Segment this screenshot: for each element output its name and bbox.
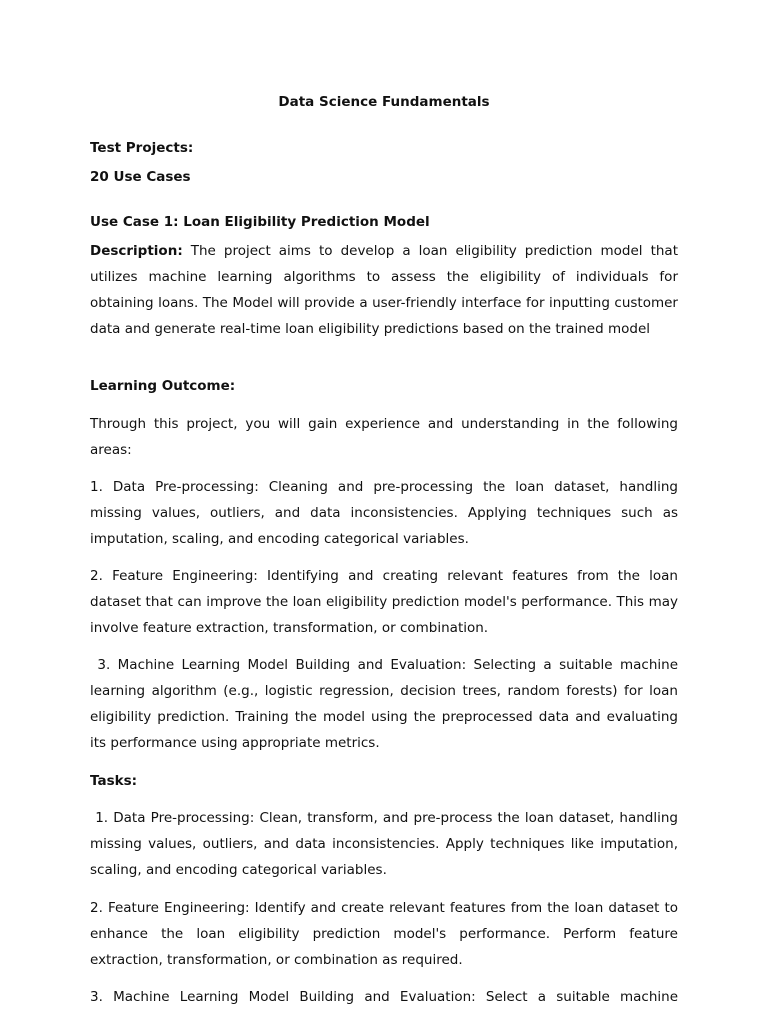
outcome-item-3: 3. Machine Learning Model Building and Evaluation: Selecting a suitable machine learning algorithm (e.g., logistic regression, decision trees, random forests) for loan eligibility prediction. Training the model using the preprocessed data and evaluating its performance using appropriate metrics. <box>90 657 683 751</box>
description-paragraph <box>90 238 678 342</box>
description-label: Description: <box>90 243 183 259</box>
learning-outcome-heading: Learning Outcome: <box>90 378 236 394</box>
task-item-3: 3. Machine Learning Model Building and Evaluation: Select a suitable machine <box>90 989 678 1005</box>
description-text: The project aims to develop a loan eligibility prediction model that utilizes machine learning algorithms to assess the eligibility of individuals for obtaining loans. The Model will provide a user-friendly interface for inputting customer data and generate real-time loan eligibility predictions based on the trained model <box>90 243 678 337</box>
task-item-1: 1. Data Pre-processing: Clean, transform, and pre-process the loan dataset, handling missing values, outliers, and data inconsistencies. Apply techniques like imputation, scaling, and encoding categorical variables. <box>90 810 683 878</box>
learning-intro: Through this project, you will gain experience and understanding in the following areas: <box>90 416 678 458</box>
tasks-heading: Tasks: <box>90 773 138 789</box>
use-case-count: 20 Use Cases <box>90 169 191 185</box>
outcome-item-2: 2. Feature Engineering: Identifying and creating relevant features from the loan dataset that can improve the loan eligibility prediction model's performance. This may involve feature extraction, transformation, or combination. <box>90 568 678 636</box>
use-case-heading: Use Case 1: Loan Eligibility Prediction Model <box>90 214 430 230</box>
outcome-item-1: 1. Data Pre-processing: Cleaning and pre-processing the loan dataset, handling missing values, outliers, and data inconsistencies. Applying techniques such as imputation, scaling, and encoding categorical variables. <box>90 479 678 547</box>
task-item-2: 2. Feature Engineering: Identify and create relevant features from the loan dataset to enhance the loan eligibility prediction model's performance. Perform feature extraction, transformation, or combination as required. <box>90 900 678 968</box>
test-projects-label: Test Projects: <box>90 140 194 156</box>
document-title: Data Science Fundamentals <box>278 94 490 110</box>
